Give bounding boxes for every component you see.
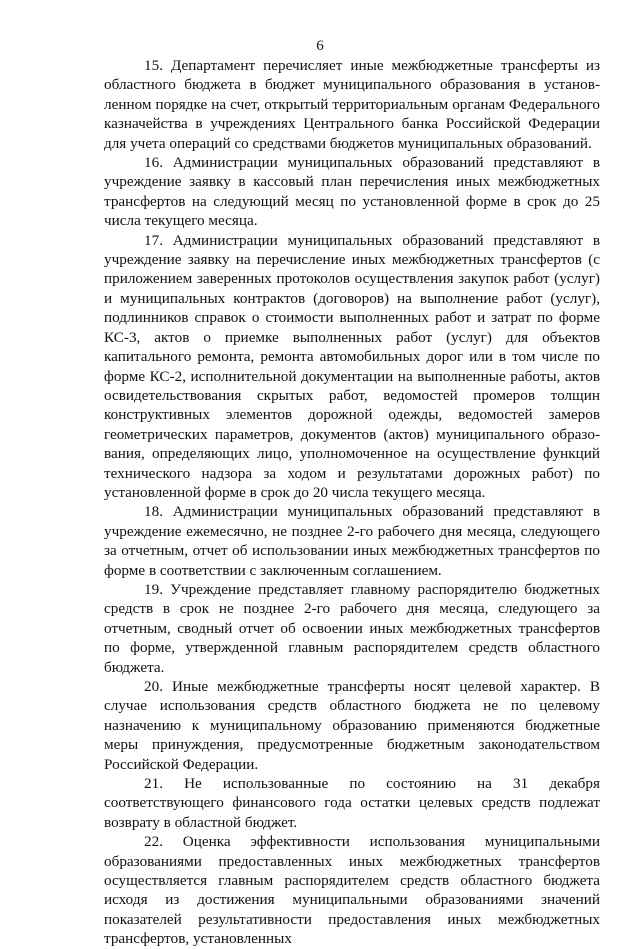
- paragraph-19: 19. Учреждение представляет главному распорядителю бюджетных средств в срок не позднее 2-го рабочего дня месяца, следующего за отчетным, сводный отчет об освоении иных межбюджетных трансфертов по форме, утвержденной главным распорядителем средств областного бюджета.: [104, 580, 600, 676]
- paragraph-18: 18. Администрации муниципальных образований представляют в учреждение ежемесячно, не позднее 2-го рабочего дня месяца, следующего за отчетным, отчет об использовании иных межбюджетных трансфертов по форме в соответствии с заключенным соглашением.: [104, 503, 600, 579]
- paragraph-20: 20. Иные межбюджетные трансферты носят целевой характер. В случае использования средств областного бюджета не по целевому назначению к муниципальному образованию применяются бюджетные меры принуждения, предусмотренные бюджетным законодательством Российской Федерации.: [104, 678, 600, 773]
- paragraph-17: 17. Администрации муниципальных образований представляют в учреждение заявку на перечисление иных межбюджетных трансфертов (с приложением заверенных протоколов осуществления закупок работ (услуг) и муниципальных контрактов (договоров) на выполнение работ (услуг), подлинников справок о стоимости выполненных работ и затрат по форме КС-3, актов о приемке выполненных работ (услуг) для объектов капитального ремонта, ремонта автомобильных дорог или в том числе по форме КС-2, исполнительной документации на выполненные работы, актов освидетельствования скрытых работ, ведомостей промеров толщин конструктивных элементов дорожной одежды, ведомостей замеров геометрических параметров, документов (актов) муниципального образования, определяющих лицо, уполномоченное на осуществление функций технического надзора за ходом и результатами дорожных работ) по установленной форме в срок до 20 числа текущего месяца.: [104, 231, 600, 501]
- paragraph-16: 16. Администрации муниципальных образований представляют в учреждение заявку в кассовый план перечисления иных межбюджетных трансфертов на следующий месяц по установленной форме в срок до 25 числа текущего месяца.: [104, 154, 600, 230]
- document-body: [104, 56, 600, 949]
- page-number: 6: [316, 38, 324, 54]
- paragraph-21: 21. Не использованные по состоянию на 31 декабря соответствующего финансового года остатки целевых средств подлежат возврату в областной бюджет.: [104, 775, 600, 831]
- paragraph-15: 15. Департамент перечисляет иные межбюджетные трансферты из областного бюджета в бюджет муниципального образования в установленном порядке на счет, открытый территориальным органам Федерального казначейства в учреждениях Центрального банка Российской Федерации для учета операций со средствами бюджетов муниципальных образований.: [104, 57, 600, 152]
- paragraph-22: 22. Оценка эффективности использования муниципальными образованиями предоставленных иных межбюджетных трансфертов осуществляется главным распорядителем средств областного бюджета исходя из достижения муниципальными образованиями значений показателей результативности предоставления иных межбюджетных трансфертов, установленных: [104, 833, 600, 948]
